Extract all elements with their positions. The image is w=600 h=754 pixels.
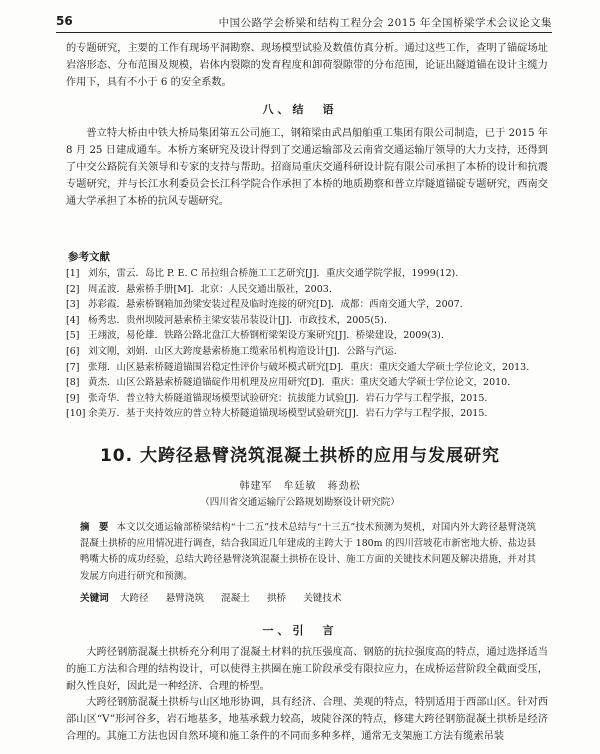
references-heading: 参考文献	[68, 251, 110, 263]
reference-list	[66, 266, 550, 422]
reference-item: [10] 余美万．基于夹持效应的普立特大桥隧道锚现场模型试验研究[J]．岩石力学与工程学报，2015.	[66, 408, 488, 420]
previous-article-text: 的专题研究，主要的工作有现场平洞勘察、现场模型试验及数值仿真分析。通过这些工作，查明了锚碇场址岩溶形态、分布范围及规模，岩体内裂隙的发育程度和卸荷裂隙带的分布范围，论证出隧道锚在设计主缆力作用下，具有不小于 6 的安全系数。	[66, 43, 548, 88]
keyword: 大跨径	[119, 593, 149, 604]
keywords	[80, 590, 536, 604]
conclusion-heading: 八、结 语	[262, 103, 338, 116]
reference-item: [4] 杨秀忠．贵州坝陵河悬索桥主梁安装吊装设计[J]．市政技术，2005(5).	[66, 314, 387, 326]
reference-item: [8] 黄杰．山区公路悬索桥隧道锚碇作用机理及应用研究[D]．重庆：重庆交通大学硕士学位论文，2010.	[66, 377, 511, 389]
reference-item: [5] 王翊波，易伦雄．铁路公路北盘江大桥钢桁梁架设方案研究[J]．桥梁建设，2009(3).	[66, 330, 444, 342]
running-header	[56, 12, 552, 33]
abstract-text: 本文以交通运输部桥梁结构“十二五”技术总结与“十三五”技术预测为契机，对国内外大跨径悬臂浇筑混凝土拱桥的应用情况进行调查，结合我国近几年建成的主跨大于 180m 的四川营坡花市新密地大桥、盐边县鸭嘴大桥的成功经验，总结大跨径悬臂浇筑混凝土拱桥在设计、施工方面的关键技术问题及解决措施，并对其发展方向进行研究和预测。	[80, 522, 536, 582]
keyword: 混凝土	[221, 593, 250, 604]
article-affiliation: （四川省交通运输厅公路规划勘察设计研究院）	[200, 497, 400, 508]
keyword: 悬臂浇筑	[165, 593, 205, 604]
running-title: 中国公路学会桥梁和结构工程分会 2015 年全国桥梁学术会议论文集	[218, 17, 552, 29]
reference-item: [7] 张翔．山区悬索桥隧道锚围岩稳定性评价与破坏模式研究[D]．重庆：重庆交通大学硕士学位论文，2013.	[66, 361, 530, 373]
introduction-paragraph-1: 大跨径钢筋混凝土拱桥充分利用了混凝土材料的抗压强度高、钢筋的抗拉强度高的特点，通过选择适当的施工方法和合理的结构设计，可以使得主拱圈在施工阶段承受有限拉应力，在成桥运营阶段全截面受压，耐久性良好，因此是一种经济、合理的桥型。	[66, 647, 548, 692]
introduction-heading: 一、引 言	[262, 624, 338, 637]
page-number: 56	[56, 14, 73, 28]
reference-item: [9] 张奇华．普立特大桥隧道锚现场模型试验研究：抗拔能力试验[J]．岩石力学与工程学报，2015.	[66, 392, 488, 404]
reference-item: [3] 苏彩霞．悬索桥钢箱加劲梁安装过程及临时连接的研究[D]．成都：西南交通大学，2007.	[66, 299, 463, 311]
article-authors: 韩建军 牟廷敏 蒋劲松	[239, 481, 361, 492]
reference-item: [6] 刘文刚，刘娟．山区大跨度悬索桥施工缆索吊机构造设计[J]．公路与汽运.	[66, 345, 397, 357]
article-title: 10. 大跨径悬臂浇筑混凝土拱桥的应用与发展研究	[99, 446, 501, 466]
keywords-label: 关键词	[80, 593, 109, 604]
reference-item: [1] 刘东，雷云．岛比 P. E. C 吊拉组合桥施工工艺研究[J]．重庆交通学院学报，1999(12).	[66, 268, 459, 279]
abstract	[80, 520, 536, 585]
keyword: 拱桥	[266, 593, 287, 604]
abstract-label: 摘 要	[80, 522, 109, 533]
keyword: 关键技术	[303, 593, 342, 604]
conclusion-paragraph: 普立特大桥由中铁大桥局集团第五公司施工，钢箱梁由武昌船舶重工集团有限公司制造，已于 2015 年 8 月 25 日建成通车。本桥方案研究及设计得到了交通运输部及云南省交通运输厅领导的大力支持，还得到了中交公路院有关领导和专家的支持与帮助。招商局重庆交通科研设计院有限公司承担了本桥的设计和抗震专题研究，并与长江水利委员会长江科学院合作承担了本桥的地质勘察和普立岸隧道锚碇专题研究，西南交通大学承担了本桥的抗风专题研究。	[66, 128, 548, 207]
reference-item: [2] 周孟波．悬索桥手册[M]．北京：人民交通出版社，2003.	[66, 283, 332, 295]
introduction-paragraph-2: 大跨径钢筋混凝土拱桥与山区地形协调，具有经济、合理、美观的特点，特别适用于西部山区。针对西部山区“V”形河谷多，岩石地基多，地基承载力较高，坡陡谷深的特点，修建大跨径钢筋混凝土拱桥是经济合理的。其施工方法也因自然环境和施工条件的不同而多种多样，通常无支架施工方法有缆索吊装	[66, 697, 548, 742]
